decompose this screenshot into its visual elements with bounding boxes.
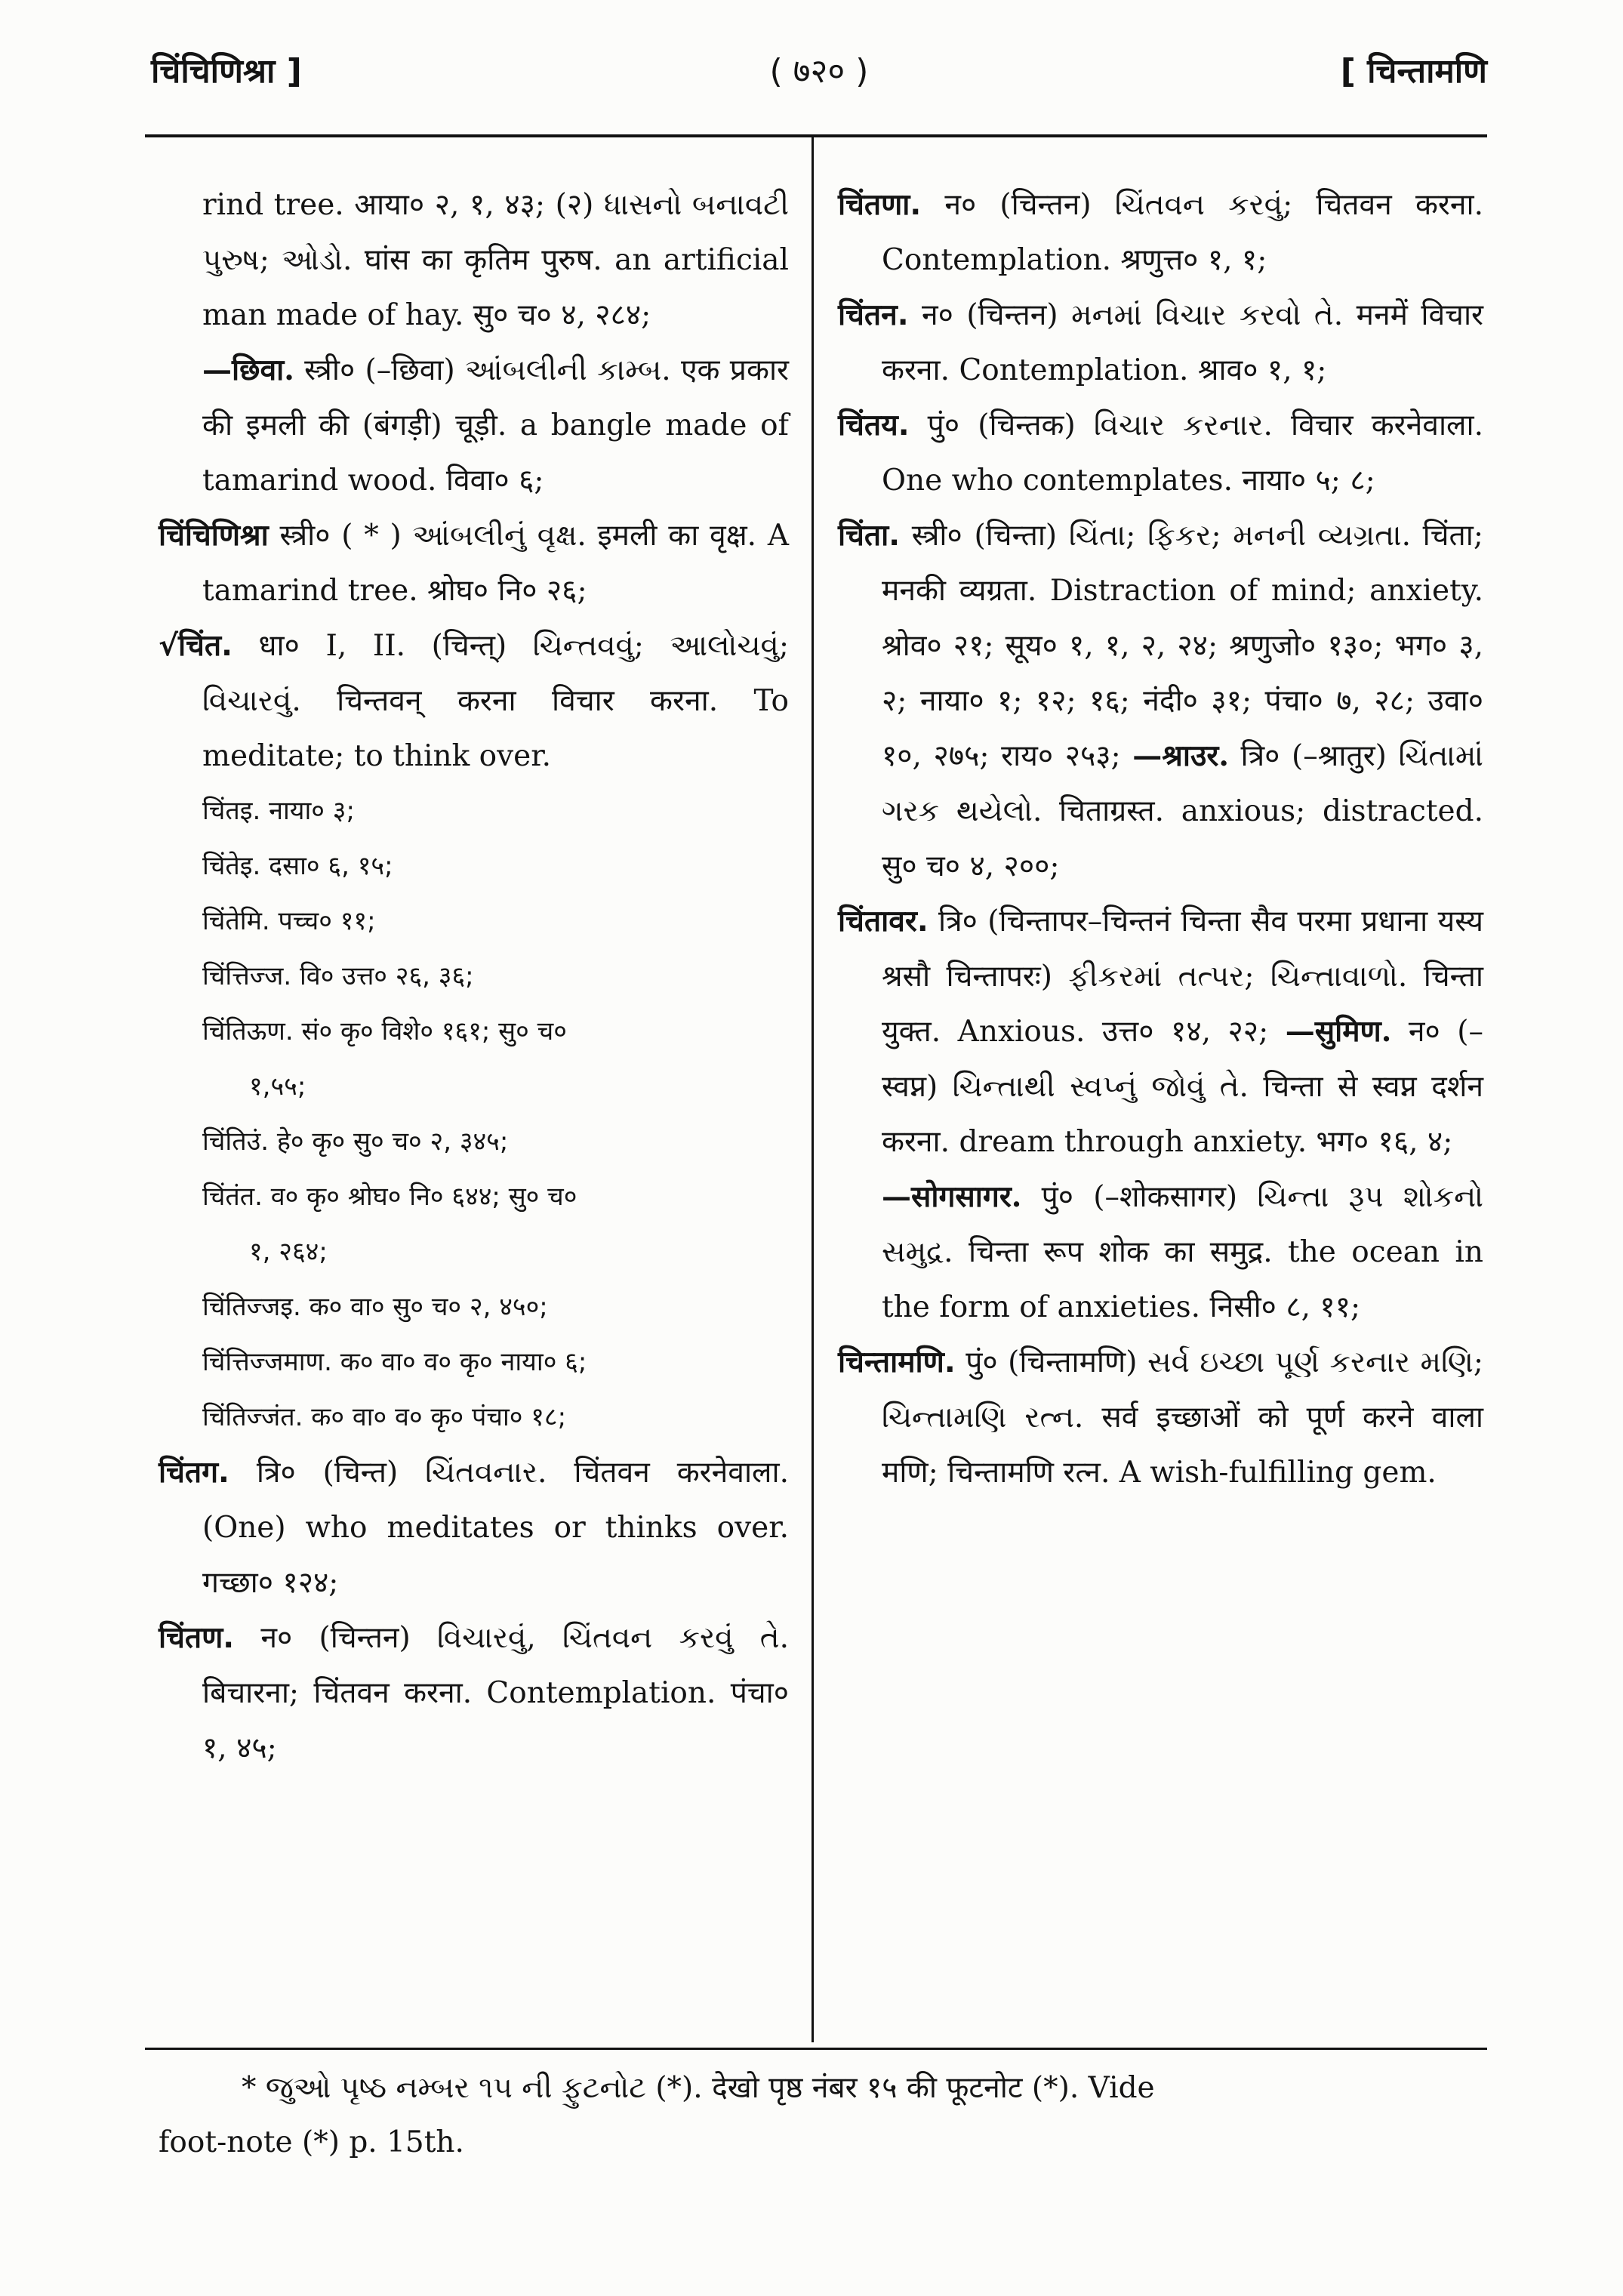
- sub-entry-headword: —श्राउर.: [1132, 738, 1229, 773]
- sub-entry-body: स्त्री० (–छिवा) આંબલીની કામ્બ. एक प्रकार की इमली की (बंगड़ी) चूड़ी. a bangle made of tamarind wood. विवा० ६;: [202, 353, 790, 498]
- header-left-guideword: चिंचिणिश्रा ]: [151, 52, 302, 91]
- verb-form: चिंतेमि. पच्च० ११;: [202, 906, 376, 936]
- column-divider: [812, 136, 814, 2042]
- footnote-line-2: foot-note (*) p. 15th.: [159, 2125, 464, 2159]
- entry-headword: चिंतय.: [838, 408, 910, 442]
- entry-headword: चिंतग.: [159, 1456, 229, 1490]
- entry-headword: चिंतणा.: [838, 188, 922, 222]
- continued-entry: rind tree. आया० २, १, ४३; (२) ધાસનો બનાવટી પુરુષ; ઓડો. घांस का कृतिम पुरुष. an artificial man made of hay. सु० च० ४, २८४;: [202, 188, 789, 332]
- entry-chintan-2: [838, 288, 1483, 398]
- entry-body: पुं० (चिन्तामणि) સર્વ ઇચ્છા પૂર્ણ કરનાર મણિ; ચિન્તામણિ રત્ન. सर्व इच्छाओं को पूर्ण करने वाला मणि; चिन्तामणि रत्न. A wish-fulfilling gem.: [882, 1345, 1483, 1490]
- entry-chinchinia: [159, 508, 789, 618]
- entry-body: पुं० (चिन्तक) વિચાર કરનાર. विचार करनेवाला. One who contemplates. नाया० ५; ८;: [882, 408, 1483, 498]
- footnote: [159, 2061, 1487, 2170]
- sub-entry-chhiva: [159, 343, 789, 508]
- sub-entry-body: न० (–स्वप्न) ચિન્તાથી સ્વપ્નું જોવું તે. चिन्ता से स्वप्न दर्शन करना. dream through anxiety. भग० १६, ४;: [882, 1015, 1483, 1159]
- sub-entry-body: पुं० (–शोकसागर) ચિન્તા રૂપ શોકનો સમુદ્ર. चिन्ता रूप शोक का समुद्र. the ocean in the form of anxieties. निसी० ८, ११;: [882, 1180, 1483, 1324]
- entry-chintana: [838, 177, 1483, 288]
- verb-form: चिंतेइ. दसा० ६, १५;: [202, 851, 393, 881]
- entry-headword: चिंता.: [838, 519, 901, 553]
- verb-form: चिंत्तिज्ज. वि० उत्त० २६, ३६;: [202, 961, 474, 991]
- entry-headword: चिंचिणिश्रा: [159, 519, 269, 553]
- sub-entry-sogasagar: [838, 1170, 1483, 1335]
- verb-form: चिंत्तिज्जमाण. क० वा० व० कृ० नाया० ६;: [202, 1347, 587, 1377]
- entry-chint-root: [159, 618, 789, 784]
- verb-form: चिंतिज्जंत. क० वा० व० कृ० पंचा० १८;: [202, 1402, 567, 1432]
- entry-headword: चिंतावर.: [838, 905, 929, 938]
- entry-chinta: [838, 508, 1483, 894]
- entry-headword: चिंतन.: [838, 298, 909, 332]
- verb-form: चिंतिऊण. सं० कृ० विशे० १६१; सु० च०: [202, 1016, 567, 1046]
- entry-body: त्रि० (चिन्तापर–चिन्तनं चिन्ता सैव परमा प्रधाना यस्य श्रसौ चिन्तापरः) ફીકરમાં તત્પર; ચિન્તાવાળો. चिन्ता युक्त. Anxious. उत्त० १४, २२;: [882, 905, 1483, 1049]
- verb-form: चिंतिज्जइ. क० वा० सु० च० २, ४५०;: [202, 1292, 548, 1322]
- entry-headword: चिंत.: [178, 629, 233, 663]
- entry-body: धा० I, II. (चिन्त्) ચિન્તવવું; આલોચવું; વિચારવું. चिन्तवन् करना विचार करना. To meditate; to think over.: [202, 629, 789, 773]
- root-mark: √: [159, 629, 179, 663]
- right-column: [838, 177, 1483, 1500]
- entry-chintamani: [838, 1335, 1483, 1500]
- verb-form-continued: १, २६४;: [249, 1237, 328, 1267]
- verb-form: चिंतइ. नाया० ३;: [202, 796, 355, 826]
- entry-headword: चिंतण.: [159, 1621, 235, 1655]
- entry-body: स्त्री० (चिन्ता) ચિંતા; ફિકર; મનની વ્યગ્રતા. चिंता; मनकी व्यग्रता. Distraction of mind; anxiety. श्रोव० २१; सूय० १, १, २, २४; श्रणुजो० १३०; भग० ३, २; नाया० १; १२; १६; नंदी० ३१; पंचा० ७, २८; उवा० १०, २७५; राय० २५३;: [882, 519, 1483, 773]
- entry-body: न० (चिन्तन) ચિંતવન કરવું; चितवन करना. Contemplation. श्रणुत्त० १, १;: [882, 188, 1483, 277]
- sub-entry-headword: —सुमिण.: [1285, 1014, 1392, 1049]
- footnote-line-1: * જુઓ પૃષ્ઠ નમ્બર ૧૫ ની ફુટનોટ (*). देखो पृष्ठ नंबर १५ की फूटनोट (*). Vide: [242, 2071, 1155, 2105]
- entry-headword: चिन्तामणि.: [838, 1345, 956, 1379]
- sub-entry-headword: —सोगसागर.: [882, 1179, 1022, 1214]
- left-column: [159, 177, 789, 1776]
- header-right-guideword: [ चिन्तामणि: [1340, 52, 1487, 91]
- verb-form: चिंतंत. व० कृ० श्रोघ० नि० ६४४; सु० च०: [202, 1182, 577, 1212]
- sub-entry-headword: —छिवा.: [202, 353, 294, 387]
- entry-body: स्त्री० ( * ) આંબલીનું વૃક્ષ. इमली का वृक्ष. A tamarind tree. श्रोघ० नि० २६;: [202, 519, 789, 608]
- page-number: ( ७२० ): [769, 52, 869, 91]
- entry-chintan: [159, 1610, 789, 1776]
- verb-form-continued: १,५५;: [249, 1071, 306, 1102]
- entry-chintavar: [838, 894, 1483, 1170]
- verb-form: चिंतिउं. हे० कृ० सु० च० २, ३४५;: [202, 1126, 509, 1157]
- entry-chintag: [159, 1445, 789, 1610]
- header-rule: [145, 134, 1487, 137]
- page-header: [151, 47, 1487, 107]
- entry-body: न० (चिन्तन) વિચારવું, ચિંતવન કરવું તે. बिचारना; चिंतवन करना. Contemplation. पंचा० १, ४५;: [202, 1621, 789, 1765]
- footnote-rule: [145, 2048, 1487, 2050]
- entry-body: त्रि० (चिन्त) ચિંતવનાર. चिंतवन करनेवाला. (One) who meditates or thinks over. गच्छा० १२४;: [202, 1456, 789, 1600]
- entry-chintay: [838, 398, 1483, 508]
- entry-body: न० (चिन्तन) મનમાં વિચાર કરવો તે. मनमें विचार करना. Contemplation. श्राव० १, १;: [882, 298, 1483, 387]
- sub-entry-body: त्रि० (–श्रातुर) ચિંતામાં ગરક થયેલો. चिताग्रस्त. anxious; distracted. सु० च० ४, २००;: [882, 739, 1483, 883]
